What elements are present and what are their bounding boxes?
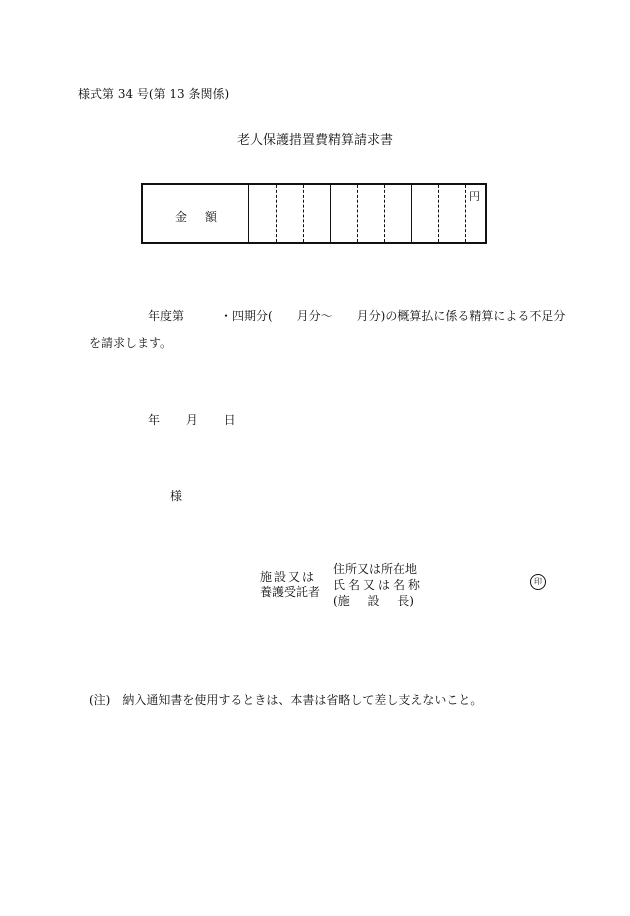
request-text-line1: 年度第 ・四期分( 月分〜 月分)の概算払に係る精算による不足分 [148, 309, 566, 323]
request-text-line2: を請求します。 [89, 336, 173, 350]
digit-divider [384, 185, 385, 242]
footnote [89, 691, 482, 708]
digit-divider [276, 185, 277, 242]
seal-icon: 印 [530, 574, 546, 590]
form-number: 様式第 34 号(第 13 条関係) [78, 87, 230, 101]
digit-divider [357, 185, 358, 242]
addressee: 様 [170, 489, 183, 503]
yen-unit: 円 [469, 190, 480, 203]
document-title: 老人保護措置費精算請求書 [236, 133, 393, 148]
date-line: 年 月 日 [148, 413, 236, 427]
amount-label: 金額 [175, 210, 236, 224]
applicant-role-line2: 養護受託者 [260, 585, 321, 599]
footnote-text: 納入通知書を使用するときは、本書は省略して差し支えないこと。 [122, 693, 483, 707]
applicant-director-label: (施 設 長) [333, 594, 414, 608]
applicant-name-label: 氏名又は名称 [333, 578, 424, 592]
digit-divider [330, 185, 331, 242]
digit-divider [438, 185, 439, 242]
amount-box [141, 183, 487, 244]
amount-label-cell [143, 185, 249, 242]
footnote-prefix: (注) [89, 693, 111, 707]
digit-divider [303, 185, 304, 242]
applicant-role-line1: 施設又は [260, 570, 317, 584]
applicant-address-label: 住所又は所在地 [333, 562, 418, 576]
digit-divider [411, 185, 412, 242]
digit-divider [465, 185, 466, 242]
